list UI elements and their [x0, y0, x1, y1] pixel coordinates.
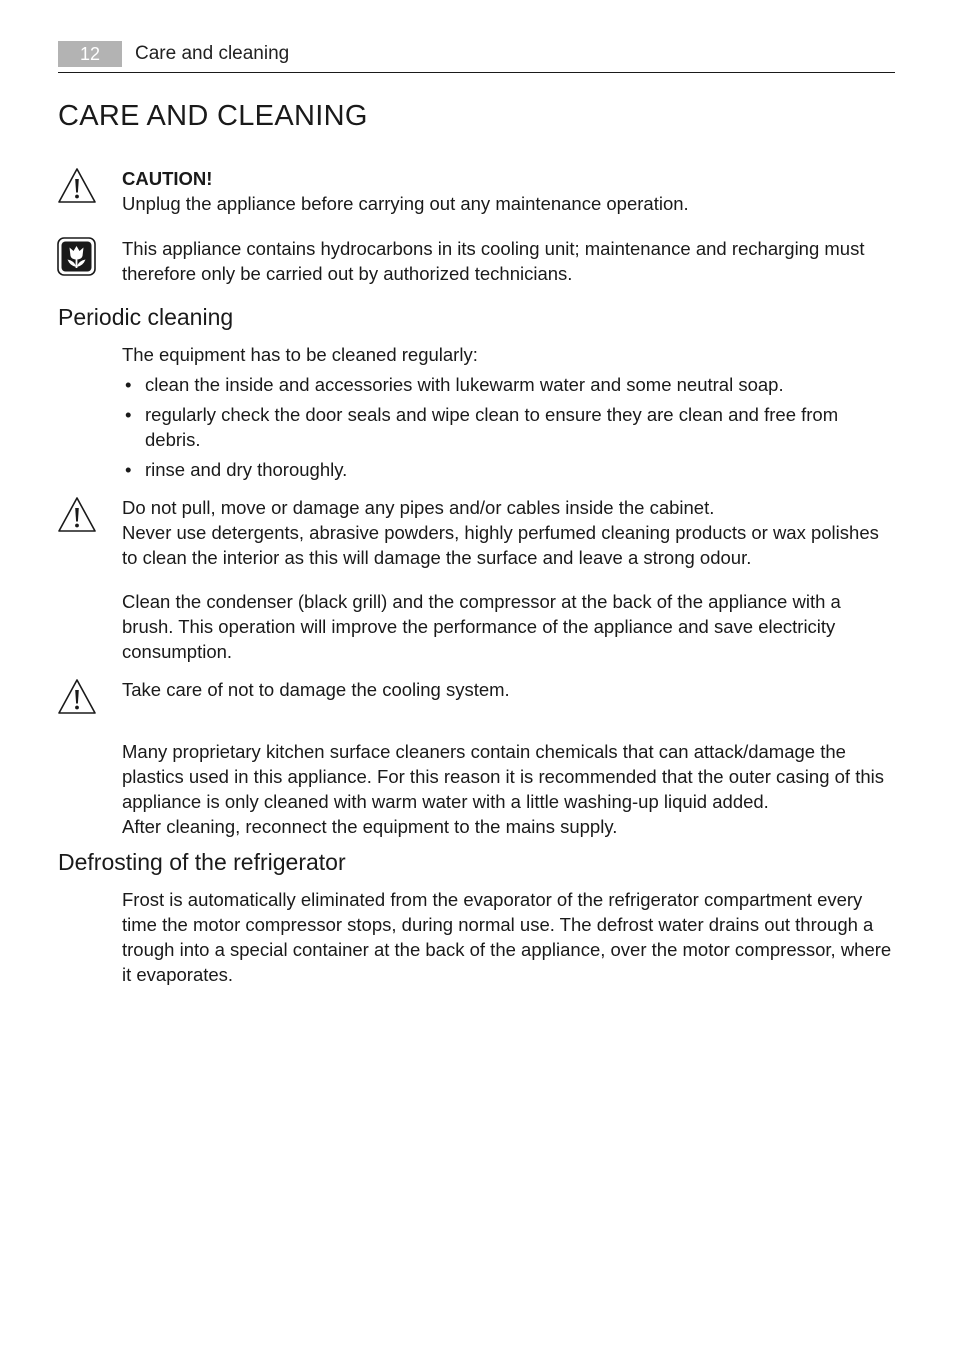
section-heading-periodic-cleaning: Periodic cleaning: [58, 304, 234, 330]
page-header: [58, 38, 895, 73]
bullet-glyph: •: [125, 404, 132, 425]
environment-note: [122, 236, 897, 286]
caution-text: Unplug the appliance before carrying out any maintenance operation.: [122, 193, 689, 214]
list-item: • clean the inside and accessories with lukewarm water and some neutral soap.: [125, 374, 784, 395]
page-title: CARE AND CLEANING: [58, 100, 368, 132]
bullet-glyph: •: [125, 374, 132, 395]
cooling-system-warning-text: Take care of not to damage the cooling system.: [122, 679, 510, 700]
pipes-warning-line1: Do not pull, move or damage any pipes and/or cables inside the cabinet.: [122, 497, 715, 518]
environment-tulip-icon: [57, 237, 96, 276]
list-item: • rinse and dry thoroughly.: [125, 459, 348, 480]
pipes-warning-line2: Never use detergents, abrasive powders, highly perfumed cleaning products or wax polishes to clean the interior as this will damage the surface and leave a strong odour.: [122, 522, 879, 568]
periodic-intro: The equipment has to be cleaned regularly:: [122, 344, 478, 365]
warning-triangle-icon: [57, 678, 97, 715]
page-number: 12: [58, 41, 122, 67]
bullet-glyph: •: [125, 459, 132, 480]
environment-note-text: This appliance contains hydrocarbons in its cooling unit; maintenance and recharging must therefore only be carried out by authorized technicians.: [122, 238, 865, 284]
caution-title: CAUTION!: [122, 168, 213, 189]
cleaners-text: Many proprietary kitchen surface cleaners contain chemicals that can attack/damage the plastics used in this appliance. For this reason it is recommended that the outer casing of this appliance is only cleaned with warm water with a little washing-up liquid added.: [122, 741, 884, 812]
warning-triangle-icon: [57, 167, 97, 204]
periodic-cleaning-content: [122, 342, 897, 487]
defrost-paragraph: [122, 887, 897, 987]
periodic-bullet-list: [122, 372, 897, 482]
caution-block: [122, 166, 897, 216]
running-title: Care and cleaning: [135, 43, 290, 64]
condenser-paragraph: [122, 589, 897, 664]
warning-triangle-icon: [57, 496, 97, 533]
cleaners-paragraph: [122, 739, 897, 839]
defrost-text: Frost is automatically eliminated from the evaporator of the refrigerator compartment every time the motor compressor stops, during normal use. The defrost water drains out through a trough into a special container at the back of the appliance, over the motor compressor, where it evaporates.: [122, 889, 892, 985]
condenser-text: Clean the condenser (black grill) and the compressor at the back of the appliance with a brush. This operation will improve the performance of the appliance and save electricity consumption.: [122, 591, 841, 662]
list-item: • regularly check the door seals and wipe clean to ensure they are clean and free from debris.: [125, 404, 839, 450]
reconnect-text: After cleaning, reconnect the equipment to the mains supply.: [122, 816, 618, 837]
cooling-system-warning: [122, 677, 897, 702]
section-heading-defrosting: Defrosting of the refrigerator: [58, 849, 346, 875]
pipes-warning: [122, 495, 897, 570]
